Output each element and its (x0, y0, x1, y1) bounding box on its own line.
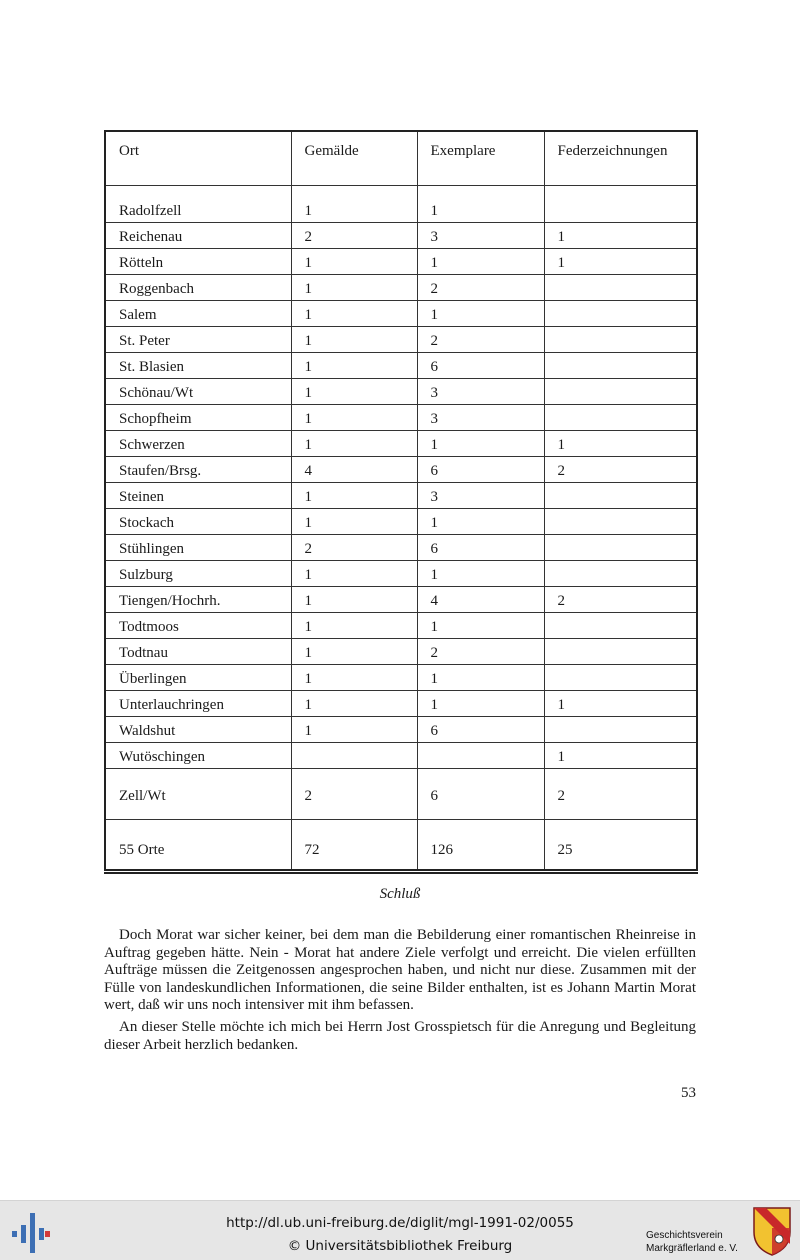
row-exemplare: 1 (417, 186, 544, 223)
row-gemaelde: 1 (291, 301, 417, 327)
table-header-row (105, 131, 697, 186)
row-exemplare: 6 (417, 769, 544, 820)
table-row (105, 483, 697, 509)
row-federzeichnungen (544, 535, 697, 561)
row-ort: Radolfzell (105, 186, 291, 223)
row-exemplare: 2 (417, 639, 544, 665)
society-line-2: Markgräflerland e. V. (646, 1242, 738, 1254)
row-exemplare: 1 (417, 665, 544, 691)
row-federzeichnungen: 1 (544, 691, 697, 717)
row-gemaelde: 2 (291, 769, 417, 820)
row-ort: Stockach (105, 509, 291, 535)
row-federzeichnungen: 1 (544, 431, 697, 457)
row-federzeichnungen: 1 (544, 249, 697, 275)
row-gemaelde: 1 (291, 275, 417, 301)
row-gemaelde (291, 743, 417, 769)
row-ort: Sulzburg (105, 561, 291, 587)
row-gemaelde: 1 (291, 483, 417, 509)
table-row (105, 457, 697, 483)
table-row (105, 223, 697, 249)
table-body (105, 186, 697, 820)
row-federzeichnungen: 1 (544, 223, 697, 249)
table-row (105, 431, 697, 457)
row-exemplare: 2 (417, 275, 544, 301)
row-gemaelde: 1 (291, 249, 417, 275)
row-gemaelde: 1 (291, 587, 417, 613)
total-exemplare: 126 (417, 820, 544, 872)
viewer-footer (0, 1200, 800, 1260)
row-gemaelde: 1 (291, 639, 417, 665)
table-row (105, 743, 697, 769)
row-gemaelde: 1 (291, 353, 417, 379)
total-gemaelde: 72 (291, 820, 417, 872)
table-row (105, 665, 697, 691)
row-ort: Rötteln (105, 249, 291, 275)
table-row (105, 561, 697, 587)
row-exemplare: 3 (417, 405, 544, 431)
row-ort: Schönau/Wt (105, 379, 291, 405)
places-table (104, 130, 698, 874)
row-exemplare (417, 743, 544, 769)
row-federzeichnungen (544, 665, 697, 691)
table-row (105, 717, 697, 743)
row-federzeichnungen: 2 (544, 587, 697, 613)
paragraph: An dieser Stelle möchte ich mich bei Herrn Jost Grosspietsch für die Anregung und Begleitung dieser Arbeit herzlich bedanken. (104, 1019, 696, 1053)
row-federzeichnungen (544, 275, 697, 301)
row-ort: Wutöschingen (105, 743, 291, 769)
table-row (105, 535, 697, 561)
row-gemaelde: 1 (291, 691, 417, 717)
row-gemaelde: 2 (291, 535, 417, 561)
total-federzeichnungen: 25 (544, 820, 697, 872)
row-exemplare: 3 (417, 223, 544, 249)
row-exemplare: 6 (417, 535, 544, 561)
table-row (105, 587, 697, 613)
row-federzeichnungen (544, 405, 697, 431)
row-ort: Unterlauchringen (105, 691, 291, 717)
row-ort: Todtnau (105, 639, 291, 665)
row-gemaelde: 4 (291, 457, 417, 483)
row-federzeichnungen (544, 301, 697, 327)
row-ort: Zell/Wt (105, 769, 291, 820)
section-heading: Schluß (379, 886, 421, 902)
row-gemaelde: 1 (291, 613, 417, 639)
row-ort: Schopfheim (105, 405, 291, 431)
row-federzeichnungen (544, 186, 697, 223)
row-federzeichnungen (544, 379, 697, 405)
header-gemaelde: Gemälde (291, 131, 417, 186)
society-line-1: Geschichtsverein (646, 1230, 723, 1241)
table-row (105, 301, 697, 327)
row-gemaelde: 1 (291, 665, 417, 691)
row-federzeichnungen: 2 (544, 457, 697, 483)
row-federzeichnungen: 2 (544, 769, 697, 820)
row-exemplare: 2 (417, 327, 544, 353)
row-gemaelde: 1 (291, 186, 417, 223)
copyright-text: © Universitätsbibliothek Freiburg (287, 1238, 513, 1254)
row-exemplare: 1 (417, 301, 544, 327)
row-ort: St. Peter (105, 327, 291, 353)
header-exemplare: Exemplare (417, 131, 544, 186)
table-row (105, 327, 697, 353)
table-row (105, 275, 697, 301)
table-total-row (105, 820, 697, 872)
row-federzeichnungen (544, 717, 697, 743)
society-crest-icon (752, 1206, 792, 1256)
table-row (105, 379, 697, 405)
row-ort: Stühlingen (105, 535, 291, 561)
row-exemplare: 6 (417, 353, 544, 379)
row-federzeichnungen (544, 327, 697, 353)
row-exemplare: 6 (417, 717, 544, 743)
row-exemplare: 1 (417, 613, 544, 639)
table-row (105, 613, 697, 639)
table-row (105, 509, 697, 535)
row-federzeichnungen (544, 639, 697, 665)
row-ort: Überlingen (105, 665, 291, 691)
row-federzeichnungen (544, 613, 697, 639)
table-row (105, 186, 697, 223)
row-exemplare: 4 (417, 587, 544, 613)
row-ort: Tiengen/Hochrh. (105, 587, 291, 613)
table-row (105, 249, 697, 275)
row-exemplare: 1 (417, 509, 544, 535)
row-gemaelde: 1 (291, 379, 417, 405)
row-exemplare: 1 (417, 561, 544, 587)
table-row (105, 405, 697, 431)
society-name (646, 1230, 756, 1255)
row-exemplare: 6 (417, 457, 544, 483)
header-federzeichnungen: Federzeichnungen (544, 131, 697, 186)
row-gemaelde: 1 (291, 561, 417, 587)
row-ort: Reichenau (105, 223, 291, 249)
paragraph: Doch Morat war sicher keiner, bei dem man die Bebilderung einer romantischen Rheinreise in Auftrag gegeben hätte. Nein - Morat hat andere Ziele verfolgt und erreicht. Die vielen erfüllten Aufträge müssen die Zeitgenossen angesprochen haben, und nicht nur diese. Zusammen mit der Fülle von landeskundlichen Informationen, die seine Bilder enthalten, ist es Johann Martin Morat wert, daß wir uns noch intensiver mit ihm befassen. (104, 927, 696, 1013)
row-exemplare: 3 (417, 483, 544, 509)
row-federzeichnungen (544, 561, 697, 587)
document-url-link[interactable]: http://dl.ub.uni-freiburg.de/diglit/mgl-1991-02/0055 (226, 1215, 574, 1231)
table-row (105, 353, 697, 379)
page-number: 53 (681, 1085, 696, 1101)
row-gemaelde: 2 (291, 223, 417, 249)
row-exemplare: 1 (417, 431, 544, 457)
row-federzeichnungen (544, 483, 697, 509)
row-federzeichnungen (544, 509, 697, 535)
row-gemaelde: 1 (291, 717, 417, 743)
row-ort: Waldshut (105, 717, 291, 743)
row-ort: Salem (105, 301, 291, 327)
row-exemplare: 1 (417, 691, 544, 717)
table-row (105, 769, 697, 820)
table-row (105, 639, 697, 665)
row-exemplare: 3 (417, 379, 544, 405)
row-federzeichnungen (544, 353, 697, 379)
table-row (105, 691, 697, 717)
row-gemaelde: 1 (291, 509, 417, 535)
row-exemplare: 1 (417, 249, 544, 275)
row-ort: Roggenbach (105, 275, 291, 301)
row-federzeichnungen: 1 (544, 743, 697, 769)
row-ort: Steinen (105, 483, 291, 509)
header-ort: Ort (105, 131, 291, 186)
row-ort: Staufen/Brsg. (105, 457, 291, 483)
total-label: 55 Orte (105, 820, 291, 872)
row-gemaelde: 1 (291, 431, 417, 457)
row-gemaelde: 1 (291, 405, 417, 431)
row-ort: Schwerzen (105, 431, 291, 457)
row-ort: Todtmoos (105, 613, 291, 639)
row-gemaelde: 1 (291, 327, 417, 353)
row-ort: St. Blasien (105, 353, 291, 379)
